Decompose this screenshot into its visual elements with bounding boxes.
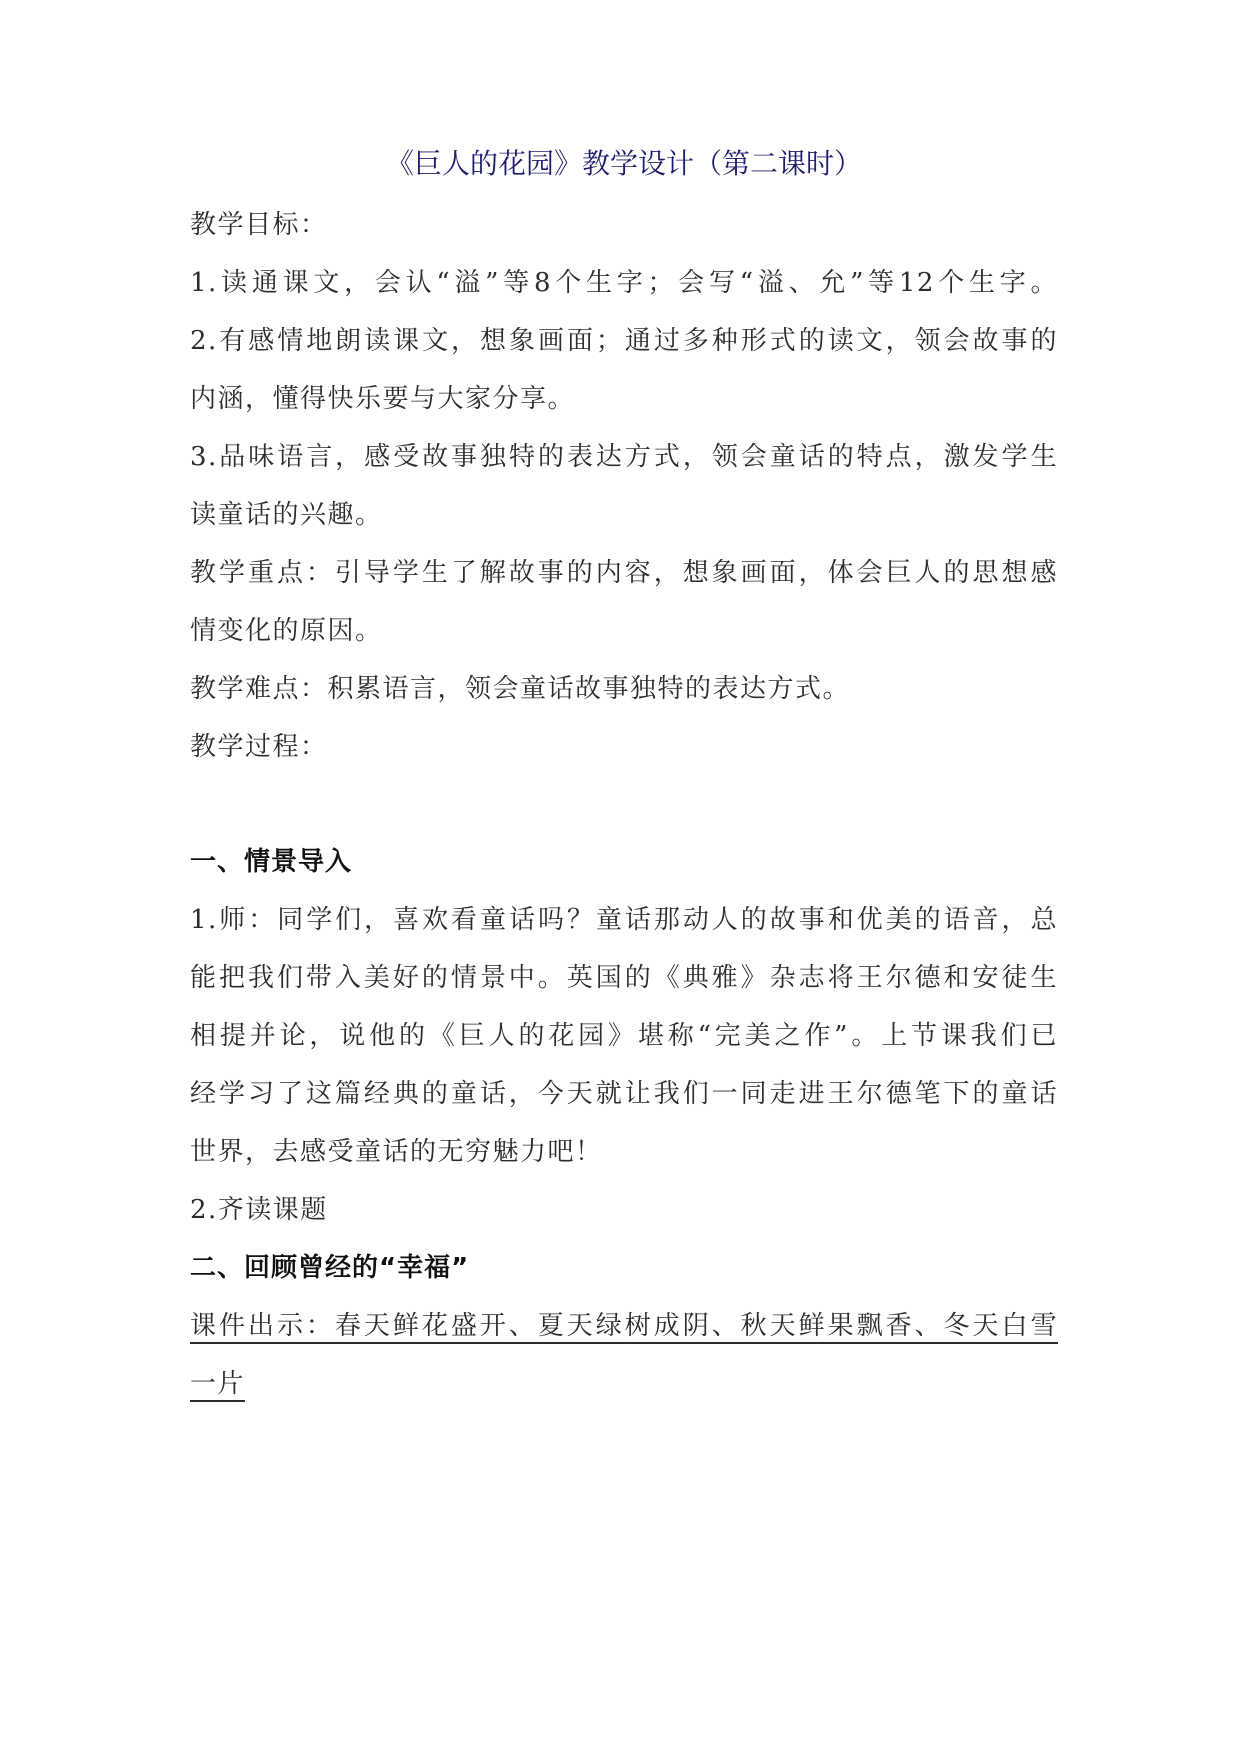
- section-1-item-2: 2.齐读课题: [190, 1195, 328, 1225]
- section-2-slide-line-2: 一片: [190, 1369, 246, 1399]
- section-1-paragraph-line-2: 能把我们带入美好的情景中。英国的《典雅》杂志将王尔德和安徒生: [190, 963, 1058, 993]
- section-2-slide-line-1: 课件出示：春天鲜花盛开、夏天绿树成阴、秋天鲜果飘香、冬天白雪: [190, 1311, 1058, 1341]
- key-point-line-1: 教学重点：引导学生了解故事的内容，想象画面，体会巨人的思想感: [190, 558, 1058, 588]
- section-1-paragraph-line-3: 相提并论，说他的《巨人的花园》堪称“完美之作”。上节课我们已: [190, 1021, 1058, 1051]
- document-title: 《巨人的花园》教学设计（第二课时）: [385, 147, 862, 180]
- section-1-paragraph-line-4: 经学习了这篇经典的童话，今天就让我们一同走进王尔德笔下的童话: [190, 1079, 1058, 1109]
- key-point-line-2: 情变化的原因。: [190, 616, 383, 646]
- difficulty-point: 教学难点：积累语言，领会童话故事独特的表达方式。: [190, 674, 851, 704]
- section-2-heading: 二、回顾曾经的“幸福”: [190, 1253, 470, 1283]
- section-1-paragraph-line-1: 1.师：同学们，喜欢看童话吗？童话那动人的故事和优美的语音，总: [190, 905, 1058, 935]
- objective-3-line-1: 3.品味语言，感受故事独特的表达方式，领会童话的特点，激发学生: [190, 442, 1058, 472]
- objective-1: 1.读通课文，会认“溢”等8个生字；会写“溢、允”等12个生字。: [190, 268, 1058, 298]
- objective-2-line-2: 内涵，懂得快乐要与大家分享。: [190, 384, 576, 414]
- section-1-paragraph-line-5: 世界，去感受童话的无穷魅力吧！: [190, 1137, 603, 1167]
- section-1-heading: 一、情景导入: [190, 847, 353, 877]
- objective-3-line-2: 读童话的兴趣。: [190, 500, 383, 530]
- objectives-label: 教学目标：: [190, 210, 328, 240]
- objective-2-line-1: 2.有感情地朗读课文，想象画面；通过多种形式的读文，领会故事的: [190, 326, 1058, 356]
- process-label: 教学过程：: [190, 732, 328, 762]
